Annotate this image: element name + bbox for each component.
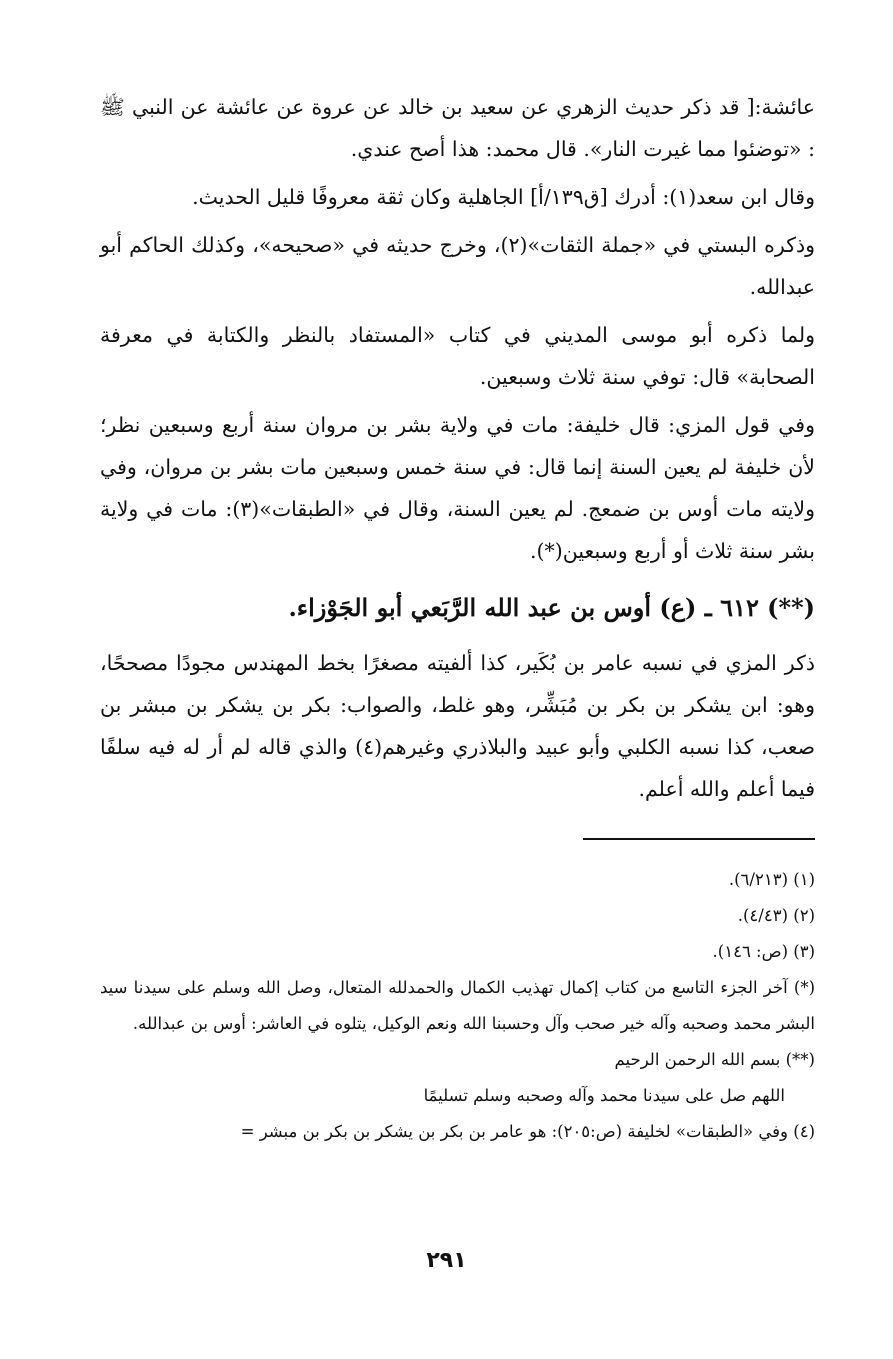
body-paragraph: وذكره البستي في «جملة الثقات»(٢)، وخرج حديثه في «صحيحه»، وكذلك الحاكم أبو عبدالله. [100, 233, 816, 299]
body-paragraph: وقال ابن سعد(١): أدرك [ق١٣٩/أ] الجاهلية وكان ثقة معروفًا قليل الحديث. [192, 185, 815, 209]
body-paragraph: ولما ذكره أبو موسى المديني في كتاب «المستفاد بالنظر والكتابة في معرفة الصحابة» قال: توفي سنة ثلاث وسبعين. [100, 323, 815, 389]
footnote-1: (١) (٦/٢١٣). [728, 870, 815, 889]
body-paragraph: ذكر المزي في نسبه عامر بن بُكَير، كذا ألفيته مصغرًا بخط المهندس مجودًا مصححًا، وهو: ابن يشكر بن بكر بن مُبَشِّر، وهو غلط، والصواب: بكر بن يشكر بن مبشر بن صعب، كذا نسبه الكلبي وأبو عبيد والبلاذري وغيرهم(٤) والذي قاله لم أر له فيه سلفًا فيما أعلم والله أعلم. [100, 651, 815, 801]
footnote-separator [583, 838, 815, 840]
footnote-3: (٣) (ص: ١٤٦). [712, 942, 815, 961]
footnotes [100, 862, 815, 1150]
footnote-2: (٢) (٤/٤٣). [737, 906, 815, 925]
footnote-4: (٤) وفي «الطبقات» لخليفة (ص:٢٠٥): هو عامر بن بكر بن يشكر بن بكر بن مبشر = [240, 1122, 815, 1141]
footnote-double-star: (**) بسم الله الرحمن الرحيم [614, 1050, 815, 1069]
entry-heading: (**) ٦١٢ ـ (ع) أوس بن عبد الله الرَّبَعي أبو الجَوْزاء. [288, 593, 815, 622]
page-number: ٢٩١ [426, 1248, 467, 1273]
page-content [100, 86, 815, 1150]
footnote-star: (*) آخر الجزء التاسع من كتاب إكمال تهذيب الكمال والحمدلله المتعال، وصل الله وسلم على سيدنا سيد البشر محمد وصحبه وآله خير صحب وآل وحسبنا الله ونعم الوكيل، يتلوه في العاشر: أوس بن عبدالله. [100, 978, 815, 1033]
body-paragraph: عائشة:[ قد ذكر حديث الزهري عن سعيد بن خالد عن عروة عن عائشة عن النبي ﷺ : «توضئوا مما غيرت النار». قال محمد: هذا أصح عندي. [100, 95, 815, 161]
body-paragraph: وفي قول المزي: قال خليفة: مات في ولاية بشر بن مروان سنة أربع وسبعين نظر؛ لأن خليفة لم يعين السنة إنما قال: في سنة خمس وسبعين مات بشر بن مروان، وفي ولايته مات أوس بن ضمعج. لم يعين السنة، وقال في «الطبقات»(٣): مات في ولاية بشر سنة ثلاث أو أربع وسبعين(*). [100, 413, 815, 563]
footnote-double-star-continuation: اللهم صل على سيدنا محمد وآله وصحبه وسلم تسليمًا [423, 1086, 785, 1105]
